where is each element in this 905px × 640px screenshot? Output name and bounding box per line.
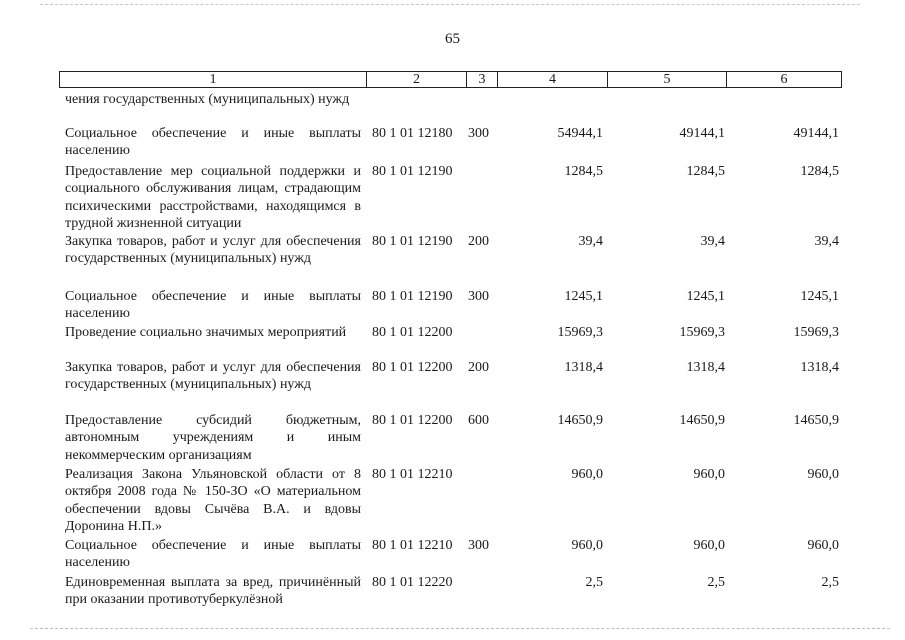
row-expense-type: 200 — [468, 360, 489, 375]
table-row — [0, 466, 905, 537]
row-value-col6: 14650,9 — [793, 413, 839, 428]
header-col-2: 2 — [413, 72, 420, 87]
row-value-col5: 39,4 — [700, 234, 725, 249]
table-row — [0, 574, 905, 610]
row-expense-type: 300 — [468, 538, 489, 553]
table-row — [0, 537, 905, 574]
row-value-col4: 39,4 — [578, 234, 603, 249]
row-description: Закупка товаров, работ и услуг для обеспечения государственных (муниципальных) нужд — [65, 234, 361, 267]
row-value-col5: 49144,1 — [679, 126, 725, 141]
row-value-col4: 1245,1 — [564, 289, 603, 304]
header-col-3: 3 — [478, 72, 486, 87]
row-value-col6: 49144,1 — [793, 126, 839, 141]
row-description: чения государственных (муниципальных) нужд — [65, 92, 350, 107]
row-value-col6: 1284,5 — [800, 164, 839, 179]
row-value-col6: 1245,1 — [800, 289, 839, 304]
page-number: 65 — [445, 31, 460, 47]
row-value-col4: 2,5 — [585, 575, 603, 590]
row-code: 80 1 01 12200 — [372, 325, 453, 340]
row-description: Реализация Закона Ульяновской области от 8 октября 2008 года № 150-ЗО «О материальном обеспечении вдовы Сычёва В.А. и вдовы Доронина Н.П.» — [65, 467, 361, 535]
row-code: 80 1 01 12210 — [372, 538, 453, 553]
row-value-col4: 1318,4 — [564, 360, 603, 375]
row-value-col5: 1284,5 — [686, 164, 725, 179]
row-code: 80 1 01 12210 — [372, 467, 453, 482]
row-code: 80 1 01 12190 — [372, 164, 453, 179]
row-code: 80 1 01 12220 — [372, 575, 453, 590]
row-code: 80 1 01 12180 — [372, 126, 453, 141]
row-value-col5: 15969,3 — [679, 325, 725, 340]
row-value-col4: 54944,1 — [557, 126, 603, 141]
row-value-col4: 14650,9 — [557, 413, 603, 428]
row-description: Социальное обеспечение и иные выплаты населению — [65, 289, 361, 322]
row-description: Закупка товаров, работ и услуг для обеспечения государственных (муниципальных) нужд — [65, 360, 361, 393]
row-expense-type: 300 — [468, 289, 489, 304]
row-expense-type: 300 — [468, 126, 489, 141]
table-row — [0, 163, 905, 233]
table-row — [0, 359, 905, 412]
table-row — [0, 412, 905, 466]
row-value-col6: 960,0 — [807, 538, 839, 553]
row-expense-type: 600 — [468, 413, 489, 428]
row-value-col4: 960,0 — [571, 538, 603, 553]
row-value-col5: 1318,4 — [686, 360, 725, 375]
row-description: Проведение социально значимых мероприятий — [65, 325, 347, 340]
table-body — [0, 91, 905, 610]
scan-edge-top — [40, 4, 860, 6]
row-description: Социальное обеспечение и иные выплаты населению — [65, 126, 361, 159]
row-value-col6: 960,0 — [807, 467, 839, 482]
header-col-5: 5 — [663, 72, 671, 87]
row-value-col6: 2,5 — [821, 575, 839, 590]
row-value-col5: 960,0 — [693, 467, 725, 482]
row-expense-type: 200 — [468, 234, 489, 249]
scan-edge-bottom — [30, 628, 890, 630]
header-col-4: 4 — [549, 72, 556, 87]
row-value-col5: 1245,1 — [686, 289, 725, 304]
table-row — [0, 125, 905, 163]
row-value-col5: 2,5 — [707, 575, 725, 590]
row-code: 80 1 01 12200 — [372, 413, 453, 428]
header-col-1: 1 — [209, 72, 217, 87]
table-row — [0, 324, 905, 359]
row-value-col4: 1284,5 — [564, 164, 603, 179]
row-value-col4: 15969,3 — [557, 325, 603, 340]
row-description: Социальное обеспечение и иные выплаты населению — [65, 538, 361, 571]
row-code: 80 1 01 12190 — [372, 289, 453, 304]
row-code: 80 1 01 12190 — [372, 234, 453, 249]
row-value-col6: 1318,4 — [800, 360, 839, 375]
row-description: Предоставление субсидий бюджетным, автономным учреждениям и иным некоммерческим организациям — [65, 413, 361, 463]
row-description: Единовременная выплата за вред, причинённый при оказании противотуберкулёзной — [65, 575, 361, 608]
table-row — [0, 91, 905, 125]
row-value-col6: 39,4 — [814, 234, 839, 249]
row-value-col5: 14650,9 — [679, 413, 725, 428]
table-row — [0, 288, 905, 324]
header-col-6: 6 — [780, 72, 788, 87]
row-value-col5: 960,0 — [693, 538, 725, 553]
table-header — [59, 71, 842, 88]
row-value-col4: 960,0 — [571, 467, 603, 482]
row-value-col6: 15969,3 — [793, 325, 839, 340]
table-row — [0, 233, 905, 288]
row-code: 80 1 01 12200 — [372, 360, 453, 375]
row-description: Предоставление мер социальной поддержки и социального обслуживания лицам, страдающим психическими расстройствами, находящимся в трудной жизненной ситуации — [65, 164, 361, 232]
